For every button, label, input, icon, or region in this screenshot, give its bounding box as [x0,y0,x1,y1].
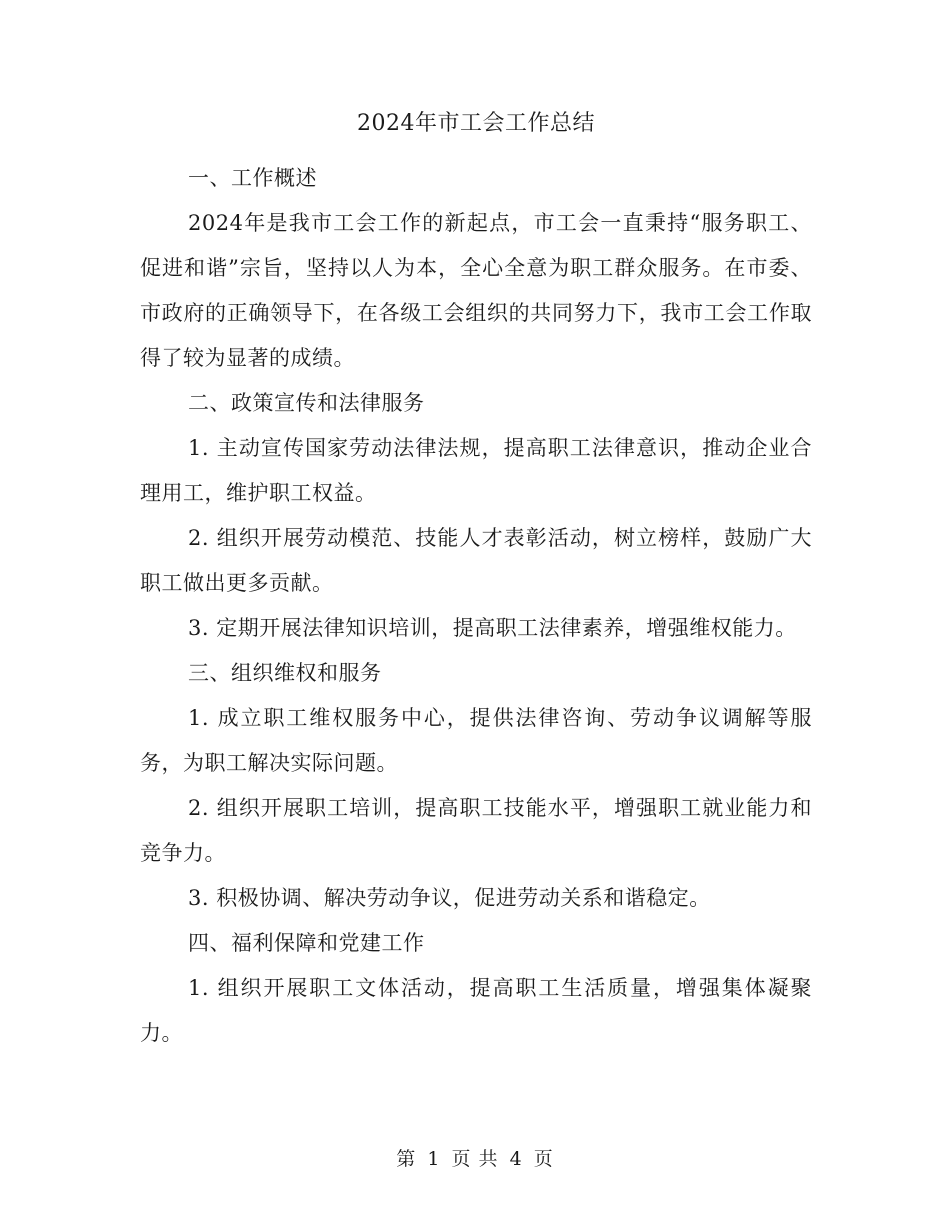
section-paragraph: 1. 主动宣传国家劳动法律法规，提高职工法律意识，推动企业合理用工，维护职工权益。 [140,436,812,505]
section-heading: 四、福利保障和党建工作 [188,931,425,955]
page-label-mid: 页 共 [451,1148,499,1170]
total-pages: 4 [509,1148,523,1170]
section-overview [140,156,812,381]
section-heading: 三、组织维权和服务 [188,661,382,685]
section-heading: 一、工作概述 [188,166,317,190]
section-paragraph: 2. 组织开展劳动模范、技能人才表彰活动，树立榜样，鼓励广大职工做出更多贡献。 [140,526,812,595]
section-rights-service [140,651,812,921]
section-heading: 二、政策宣传和法律服务 [188,391,425,415]
document-title: 2024年市工会工作总结 [357,111,595,136]
page-number: 1 [427,1148,441,1170]
page-label-prefix: 第 [396,1148,417,1170]
section-paragraph: 3. 定期开展法律知识培训，提高职工法律素养，增强维权能力。 [188,616,797,640]
section-paragraph: 1. 成立职工维权服务中心，提供法律咨询、劳动争议调解等服务，为职工解决实际问题。 [140,706,812,775]
section-paragraph: 2. 组织开展职工培训，提高职工技能水平，增强职工就业能力和竞争力。 [140,796,812,865]
page-label-suffix: 页 [533,1148,554,1170]
section-paragraph: 2024年是我市工会工作的新起点，市工会一直秉持“服务职工、促进和谐”宗旨，坚持以人为本，全心全意为职工群众服务。在市委、市政府的正确领导下，在各级工会组织的共同努力下，我市工会工作取得了较为显著的成绩。 [140,211,812,370]
document-body [140,104,812,1056]
section-paragraph: 1. 组织开展职工文体活动，提高职工生活质量，增强集体凝聚力。 [140,976,812,1045]
section-paragraph: 3. 积极协调、解决劳动争议，促进劳动关系和谐稳定。 [188,886,711,910]
page-footer [0,1147,950,1171]
section-welfare-party [140,921,812,1056]
section-policy-legal [140,381,812,651]
